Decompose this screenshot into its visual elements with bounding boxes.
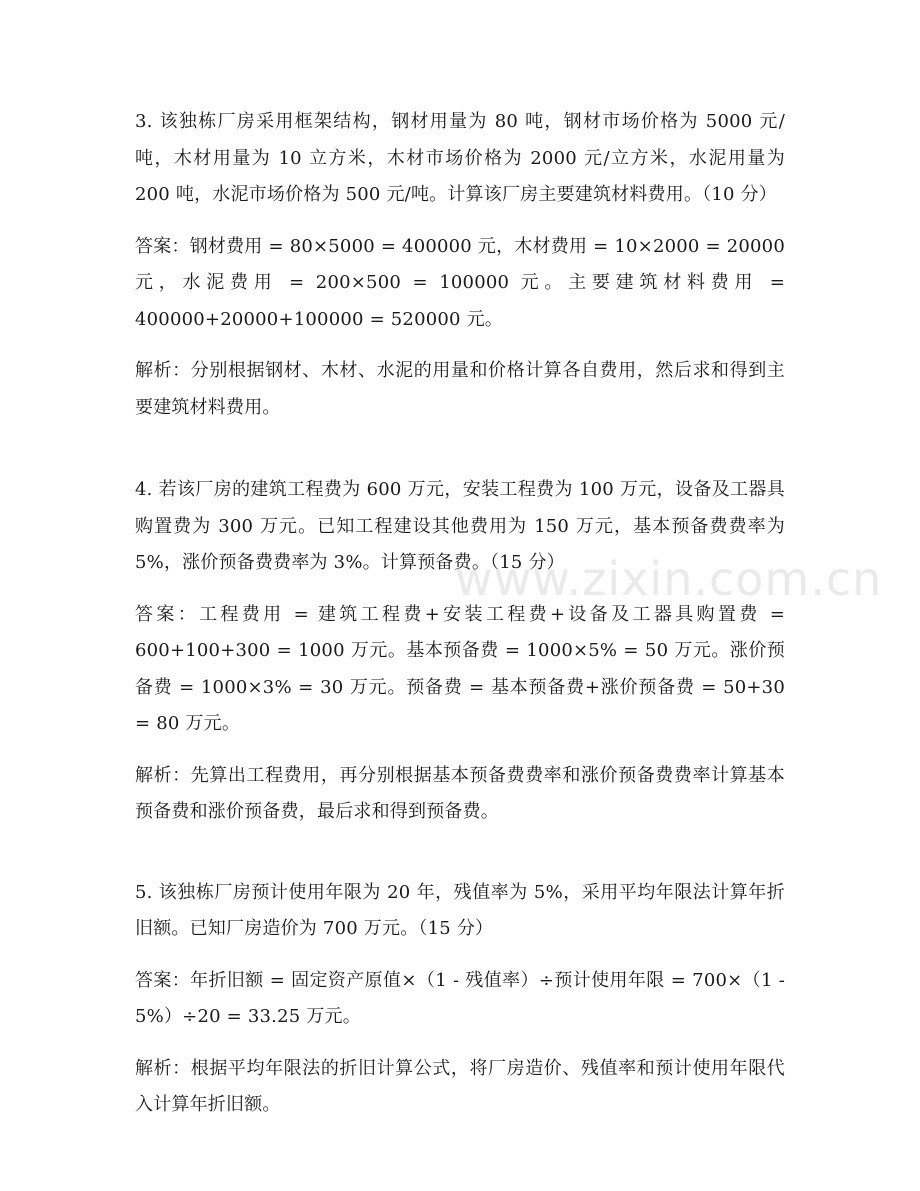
question-text: 5. 该独栋厂房预计使用年限为 20 年，残值率为 5%，采用平均年限法计算年折旧额。已知厂房造价为 700 万元。（15 分） [135,881,785,939]
question-text: 3. 该独栋厂房采用框架结构，钢材用量为 80 吨，钢材市场价格为 5000 元/吨，木材用量为 10 立方米，木材市场价格为 2000 元/立方米，水泥用量为 200 吨，水泥市场价格为 500 元/吨。计算该厂房主要建筑材料费用。（10 分） [135,111,785,205]
answer-text: 答案：工程费用 = 建筑工程费+安装工程费+设备及工器具购置费 = 600+100+300 = 1000 万元。基本预备费 = 1000×5% = 50 万元。涨价预备费 = 1000×3% = 30 万元。预备费 = 基本预备费+涨价预备费 = 50+30 = 80 万元。 [135,603,785,734]
analysis-text: 解析：分别根据钢材、木材、水泥的用量和价格计算各自费用，然后求和得到主要建筑材料费用。 [135,360,785,418]
question-text: 4. 若该厂房的建筑工程费为 600 万元，安装工程费为 100 万元，设备及工器具购置费为 300 万元。已知工程建设其他费用为 150 万元，基本预备费费率为 5%，涨价预备费费率为 3%。计算预备费。（15 分） [135,479,785,573]
answer-text: 答案：钢材费用 = 80×5000 = 400000 元，木材费用 = 10×2000 = 20000 元，水泥费用 = 200×500 = 100000 元。主要建筑材料费用 = 400000+20000+100000 = 520000 元。 [135,235,785,330]
analysis-text: 解析：先算出工程费用，再分别根据基本预备费费率和涨价预备费费率计算基本预备费和涨价预备费，最后求和得到预备费。 [135,764,785,822]
answer-text: 答案：年折旧额 = 固定资产原值×（1 - 残值率）÷预计使用年限 = 700×（1 - 5%）÷20 = 33.25 万元。 [135,969,785,1027]
analysis-text: 解析：根据平均年限法的折旧计算公式，将厂房造价、残值率和预计使用年限代入计算年折旧额。 [135,1057,785,1115]
document-page [135,104,785,1139]
question-block-4 [135,472,785,831]
watermark: www.zixin.com.cn [455,552,883,606]
question-block-3 [135,104,785,426]
question-block-5 [135,875,785,1124]
